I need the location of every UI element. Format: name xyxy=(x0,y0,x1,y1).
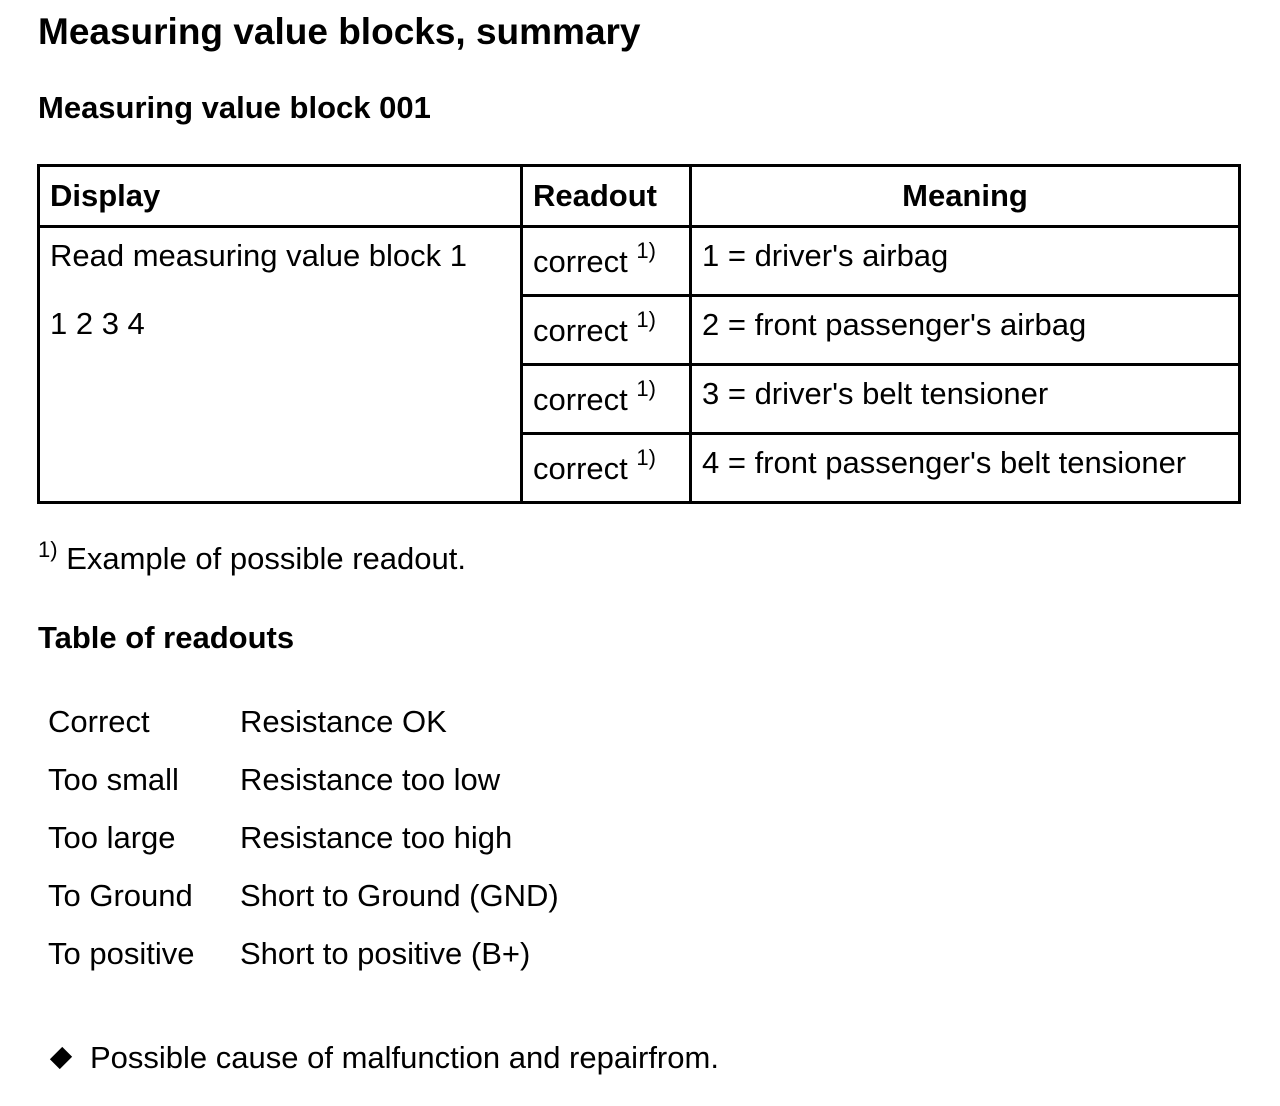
readout-description: Resistance too high xyxy=(240,820,513,855)
readout-term: Too small xyxy=(48,762,179,797)
table-header-row xyxy=(39,166,1240,227)
meaning-cell: 2 = front passenger's airbag xyxy=(691,296,1240,365)
display-cell xyxy=(39,227,522,503)
block-title: Measuring value block 001 xyxy=(38,90,431,125)
diamond-bullet-icon xyxy=(50,1047,72,1069)
measuring-value-table xyxy=(37,164,1241,504)
readout-cell xyxy=(522,434,691,503)
table-row xyxy=(39,227,1240,296)
bullet-text: Possible cause of malfunction and repairfrom. xyxy=(90,1040,719,1075)
header-meaning: Meaning xyxy=(691,166,1240,227)
list-item xyxy=(48,874,559,932)
list-item xyxy=(48,758,559,816)
footnote-marker: 1) xyxy=(636,238,656,263)
readouts-title: Table of readouts xyxy=(38,620,295,655)
footnote-marker: 1) xyxy=(636,376,656,401)
readout-cell xyxy=(522,227,691,296)
meaning-cell: 1 = driver's airbag xyxy=(691,227,1240,296)
readout-term: To Ground xyxy=(48,878,193,913)
footnote xyxy=(38,537,466,581)
footnote-marker: 1) xyxy=(636,445,656,470)
display-line: 1 2 3 4 xyxy=(50,306,145,341)
readout-cell xyxy=(522,365,691,434)
readout-value: correct xyxy=(533,244,628,279)
readout-term: Too large xyxy=(48,820,176,855)
readout-description: Resistance too low xyxy=(240,762,501,797)
header-display: Display xyxy=(39,166,522,227)
display-line: Read measuring value block 1 xyxy=(50,238,468,273)
readout-term: Correct xyxy=(48,704,150,739)
header-readout: Readout xyxy=(522,166,691,227)
footnote-text: Example of possible readout. xyxy=(66,541,466,576)
meaning-cell: 4 = front passenger's belt tensioner xyxy=(691,434,1240,503)
footnote-marker: 1) xyxy=(636,307,656,332)
readouts-list xyxy=(48,700,559,990)
meaning-cell: 3 = driver's belt tensioner xyxy=(691,365,1240,434)
readout-cell xyxy=(522,296,691,365)
footnote-marker: 1) xyxy=(38,537,58,562)
list-item xyxy=(48,816,559,874)
readout-value: correct xyxy=(533,313,628,348)
readout-description: Short to positive (B+) xyxy=(240,936,531,971)
readout-value: correct xyxy=(533,382,628,417)
list-item xyxy=(48,932,559,990)
list-item xyxy=(48,700,559,758)
bullet-line xyxy=(50,1036,719,1080)
readout-value: correct xyxy=(533,451,628,486)
readout-description: Resistance OK xyxy=(240,704,447,739)
readout-description: Short to Ground (GND) xyxy=(240,878,559,913)
page-title: Measuring value blocks, summary xyxy=(38,11,641,52)
readout-term: To positive xyxy=(48,936,195,971)
